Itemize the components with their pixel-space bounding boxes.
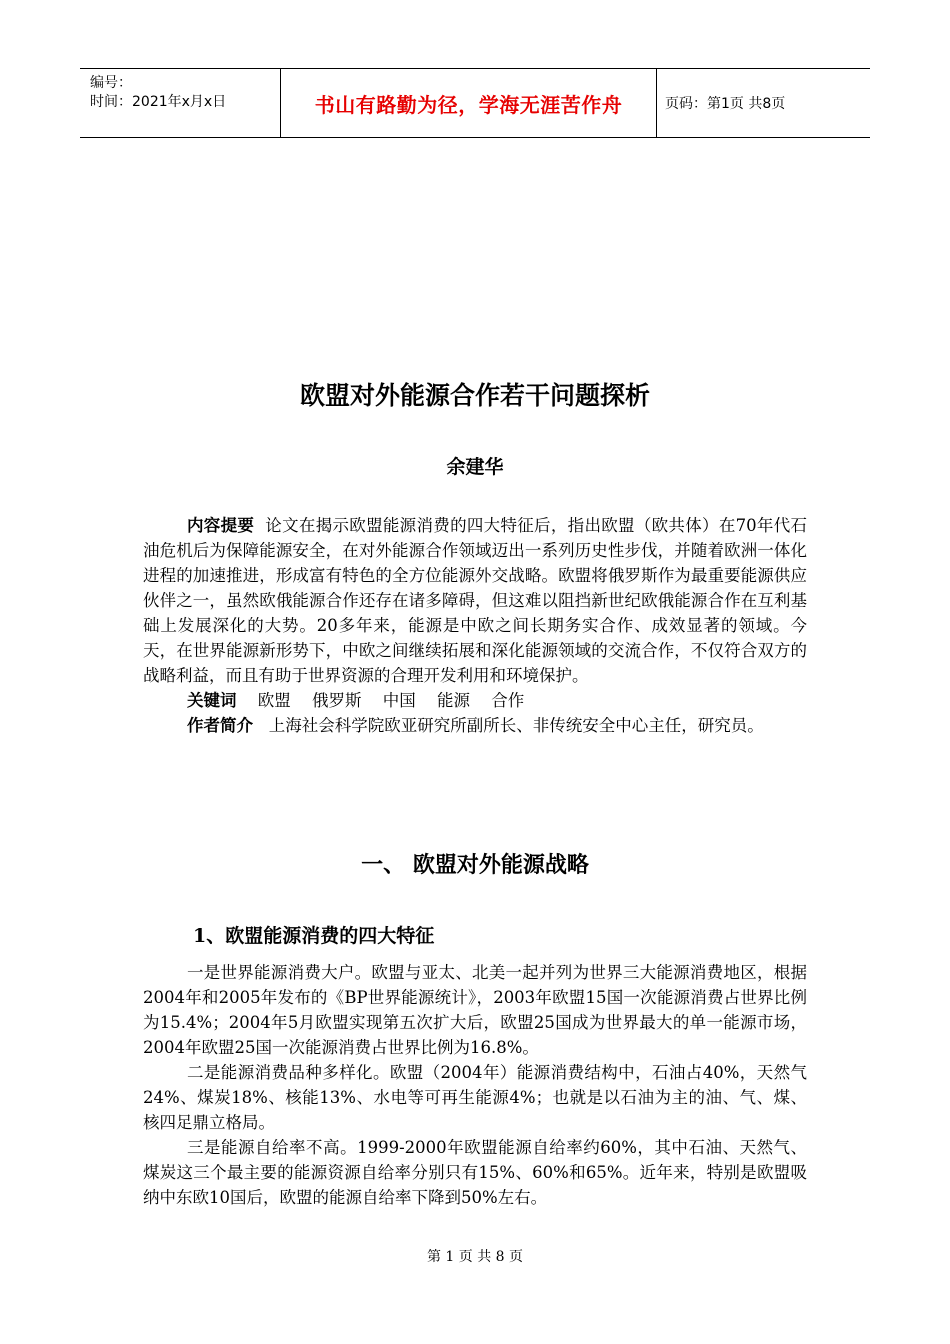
document-number-label: 编号：	[90, 75, 132, 91]
abstract-label: 内容提要	[187, 516, 255, 535]
header-meta	[80, 69, 281, 137]
abstract-text-continued: 欧盟将俄罗斯作为最重要能源供应伙伴之一，虽然欧俄能源合作还存在诸多障碍，但这难以阻挡新世纪欧俄能源合作在互利基础上发展深化的大势。20多年来，能源是中欧之间长期务实合作、成效显著的领域。今天，在世界能源新形势下，中欧之间继续拓展和深化能源领域的交流合作，不仅符合双方的战略利益，而且有助于世界资源的合理开发利用和环境保护。	[143, 566, 808, 685]
section-heading: 一、 欧盟对外能源战略	[361, 853, 589, 878]
subsection-heading: 1、欧盟能源消费的四大特征	[193, 925, 435, 947]
abstract-section	[143, 513, 807, 738]
author-intro-text: 上海社会科学院欧亚研究所副所长、非传统安全中心主任，研究员。	[268, 716, 764, 735]
body-paragraph: 一是世界能源消费大户。欧盟与亚太、北美一起并列为世界三大能源消费地区，根据2004年和2005年发布的《BP世界能源统计》，2003年欧盟15国一次能源消费占世界比例为15.4%；2004年5月欧盟实现第五次扩大后，欧盟25国成为世界最大的单一能源市场，2004年欧盟25国一次能源消费占世界比例为16.8%。	[143, 963, 807, 1057]
author-intro	[143, 713, 807, 738]
document-author: 余建华	[446, 456, 504, 478]
author-intro-label: 作者简介	[187, 716, 253, 735]
body-text	[143, 960, 807, 1210]
header-page-number: 页码：第1页 共8页	[665, 96, 786, 112]
document-title: 欧盟对外能源合作若干问题探析	[299, 381, 650, 410]
keywords-line	[143, 688, 807, 713]
header-slogan: 书山有路勤为径，学海无涯苦作舟	[281, 69, 657, 137]
page-footer: 第 1 页 共 8 页	[426, 1249, 524, 1265]
body-paragraph: 二是能源消费品种多样化。欧盟（2004年）能源消费结构中，石油占40%，天然气24%、煤炭18%、核能13%、水电等可再生能源4%；也就是以石油为主的油、气、煤、核四足鼎立格局。	[143, 1063, 807, 1132]
document-date-label: 时间：2021年x月x日	[90, 94, 227, 110]
keyword: 合作	[491, 691, 525, 710]
keyword: 俄罗斯	[312, 691, 362, 710]
keywords-label: 关键词	[187, 691, 237, 710]
body-paragraph: 三是能源自给率不高。1999-2000年欧盟能源自给率约60%，其中石油、天然气、煤炭这三个最主要的能源资源自给率分别只有15%、60%和65%。近年来，特别是欧盟吸纳中东欧10国后，欧盟的能源自给率下降到50%左右。	[143, 1138, 807, 1207]
keyword: 中国	[382, 691, 416, 710]
keyword: 能源	[437, 691, 470, 710]
page-header	[80, 68, 870, 138]
abstract-text: 论文在揭示欧盟能源消费的四大特征后，指出欧盟（欧共体）在70年代石油危机后为保障能源安全，在对外能源合作领域迈出一系列历史性步伐，并随着欧洲一体化进程的加速推进，形成富有特色的全方位能源外交战略。	[143, 516, 808, 585]
abstract-paragraph	[143, 513, 807, 688]
keyword: 欧盟	[257, 691, 291, 710]
